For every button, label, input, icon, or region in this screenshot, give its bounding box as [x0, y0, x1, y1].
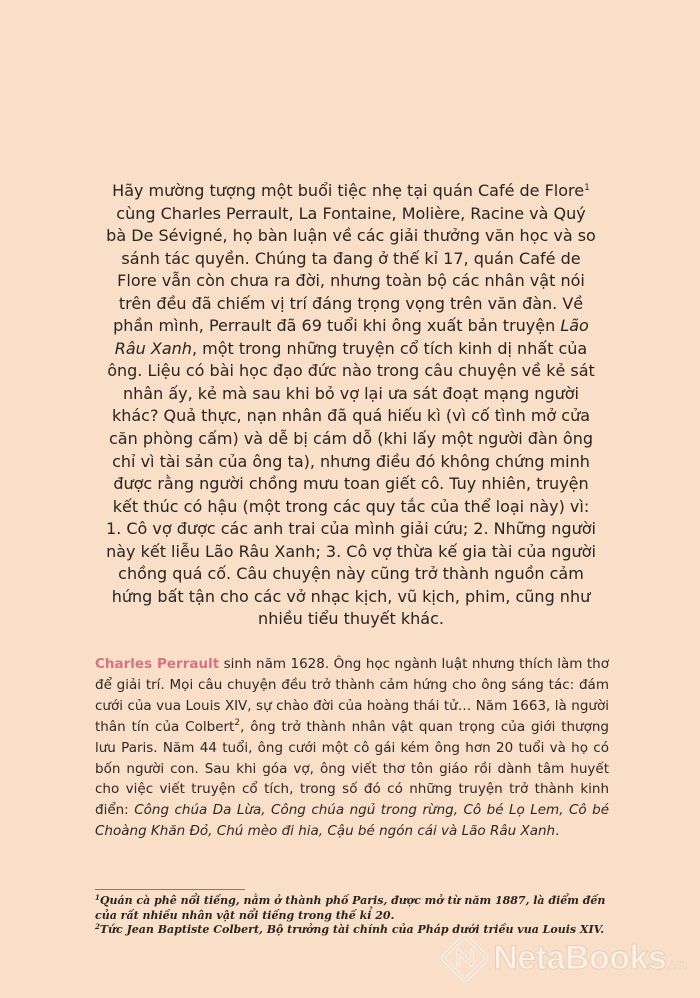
- watermark-text: NetaBooks: [493, 938, 667, 977]
- footnote-text: Quán cà phê nổi tiếng, nằm ở thành phố Paris, được mở từ năm 1887, là điểm đến của rất nhiều nhân vật nổi tiếng trong thế kỉ 20.: [95, 894, 606, 922]
- footnote-text: Tức Jean Baptiste Colbert, Bộ trưởng tài chính của Pháp dưới triều vua Louis XIV.: [99, 923, 605, 937]
- author-bio-paragraph: [95, 654, 609, 842]
- bio-text-part-2: , ông trở thành nhân vật quan trọng của giới thượng lưu Paris. Năm 44 tuổi, ông cưới một cô gái kém ông hơn 20 tuổi và họ có bốn người con. Sau khi góa vợ, ông viết thơ tôn giáo rồi dành tâm huyết cho việc viết truyện cổ tích, trong số đó có những truyện trở thành kinh điển:: [95, 718, 609, 819]
- main-paragraph: [104, 180, 598, 631]
- bio-end: .: [555, 823, 560, 840]
- footnote-ref-1: 1: [584, 183, 590, 193]
- netabooks-watermark: [441, 934, 686, 982]
- footnote-number: 1: [95, 893, 100, 902]
- author-name: Charles Perrault: [95, 656, 220, 672]
- footnote-divider: [95, 889, 245, 890]
- main-text-part-1: Hãy mường tượng một buổi tiệc nhẹ tại quán Café de Flore: [112, 181, 585, 200]
- main-text-part-3: , một trong những truyện cổ tích kinh dị nhất của ông. Liệu có bài học đạo đức nào trong câu chuyện về kẻ sát nhân ấy, kẻ mà sau khi bỏ vợ lại ưa sát đoạt mạng người khác? Quả thực, nạn nhân đã quá hiếu kì (vì cố tình mở cửa căn phòng cấm) và dễ bị cám dỗ (khi lấy một người đàn ông chỉ vì tài sản của ông ta), nhưng điều đó không chứng minh được rằng người chồng mưu toan giết cô. Tuy nhiên, truyện kết thúc có hậu (một trong các quy tắc của thể loại này) vì: 1. Cô vợ được các anh trai của mình giải cứu; 2. Những người này kết liễu Lão Râu Xanh; 3. Cô vợ thừa kế gia tài của người chồng quá cố. Câu chuyện này cũng trở thành nguồn cảm hứng bất tận cho các vở nhạc kịch, vũ kịch, phim, cũng như nhiều tiểu thuyết khác.: [106, 338, 596, 629]
- netabooks-logo-icon: [441, 934, 489, 982]
- footnote-1: [95, 894, 615, 923]
- bio-text-part-1: sinh năm 1628. Ông học ngành luật nhưng thích làm thơ để giải trí. Mọi câu chuyện đều trở thành cảm hứng cho ông sáng tác: đám cưới của vua Louis XIV, sự chào đời của hoàng thái tử… Năm 1663, là người thân tín của Colbert: [95, 656, 609, 735]
- story-title: Lão Râu Xanh: [114, 316, 589, 358]
- footnotes: [95, 894, 615, 938]
- works-list: Công chúa Da Lừa, Công chúa ngủ trong rừng, Cô bé Lọ Lem, Cô bé Choàng Khăn Đỏ, Chú mèo đi hia, Cậu bé ngón cái và Lão Râu Xanh: [95, 802, 609, 840]
- footnote-ref-2: 2: [234, 717, 241, 728]
- watermark-suffix: .vn: [667, 956, 686, 972]
- main-text-part-2: cùng Charles Perrault, La Fontaine, Molière, Racine và Quý bà De Sévigné, họ bàn luận về các giải thưởng văn học và so sánh tác quyền. Chúng ta đang ở thế kỉ 17, quán Café de Flore vẫn còn chưa ra đời, nhưng toàn bộ các nhân vật nói trên đều đã chiếm vị trí đáng trọng vọng trên văn đàn. Về phần mình, Perrault đã 69 tuổi khi ông xuất bản truyện: [106, 203, 596, 336]
- footnote-number: 2: [95, 922, 100, 932]
